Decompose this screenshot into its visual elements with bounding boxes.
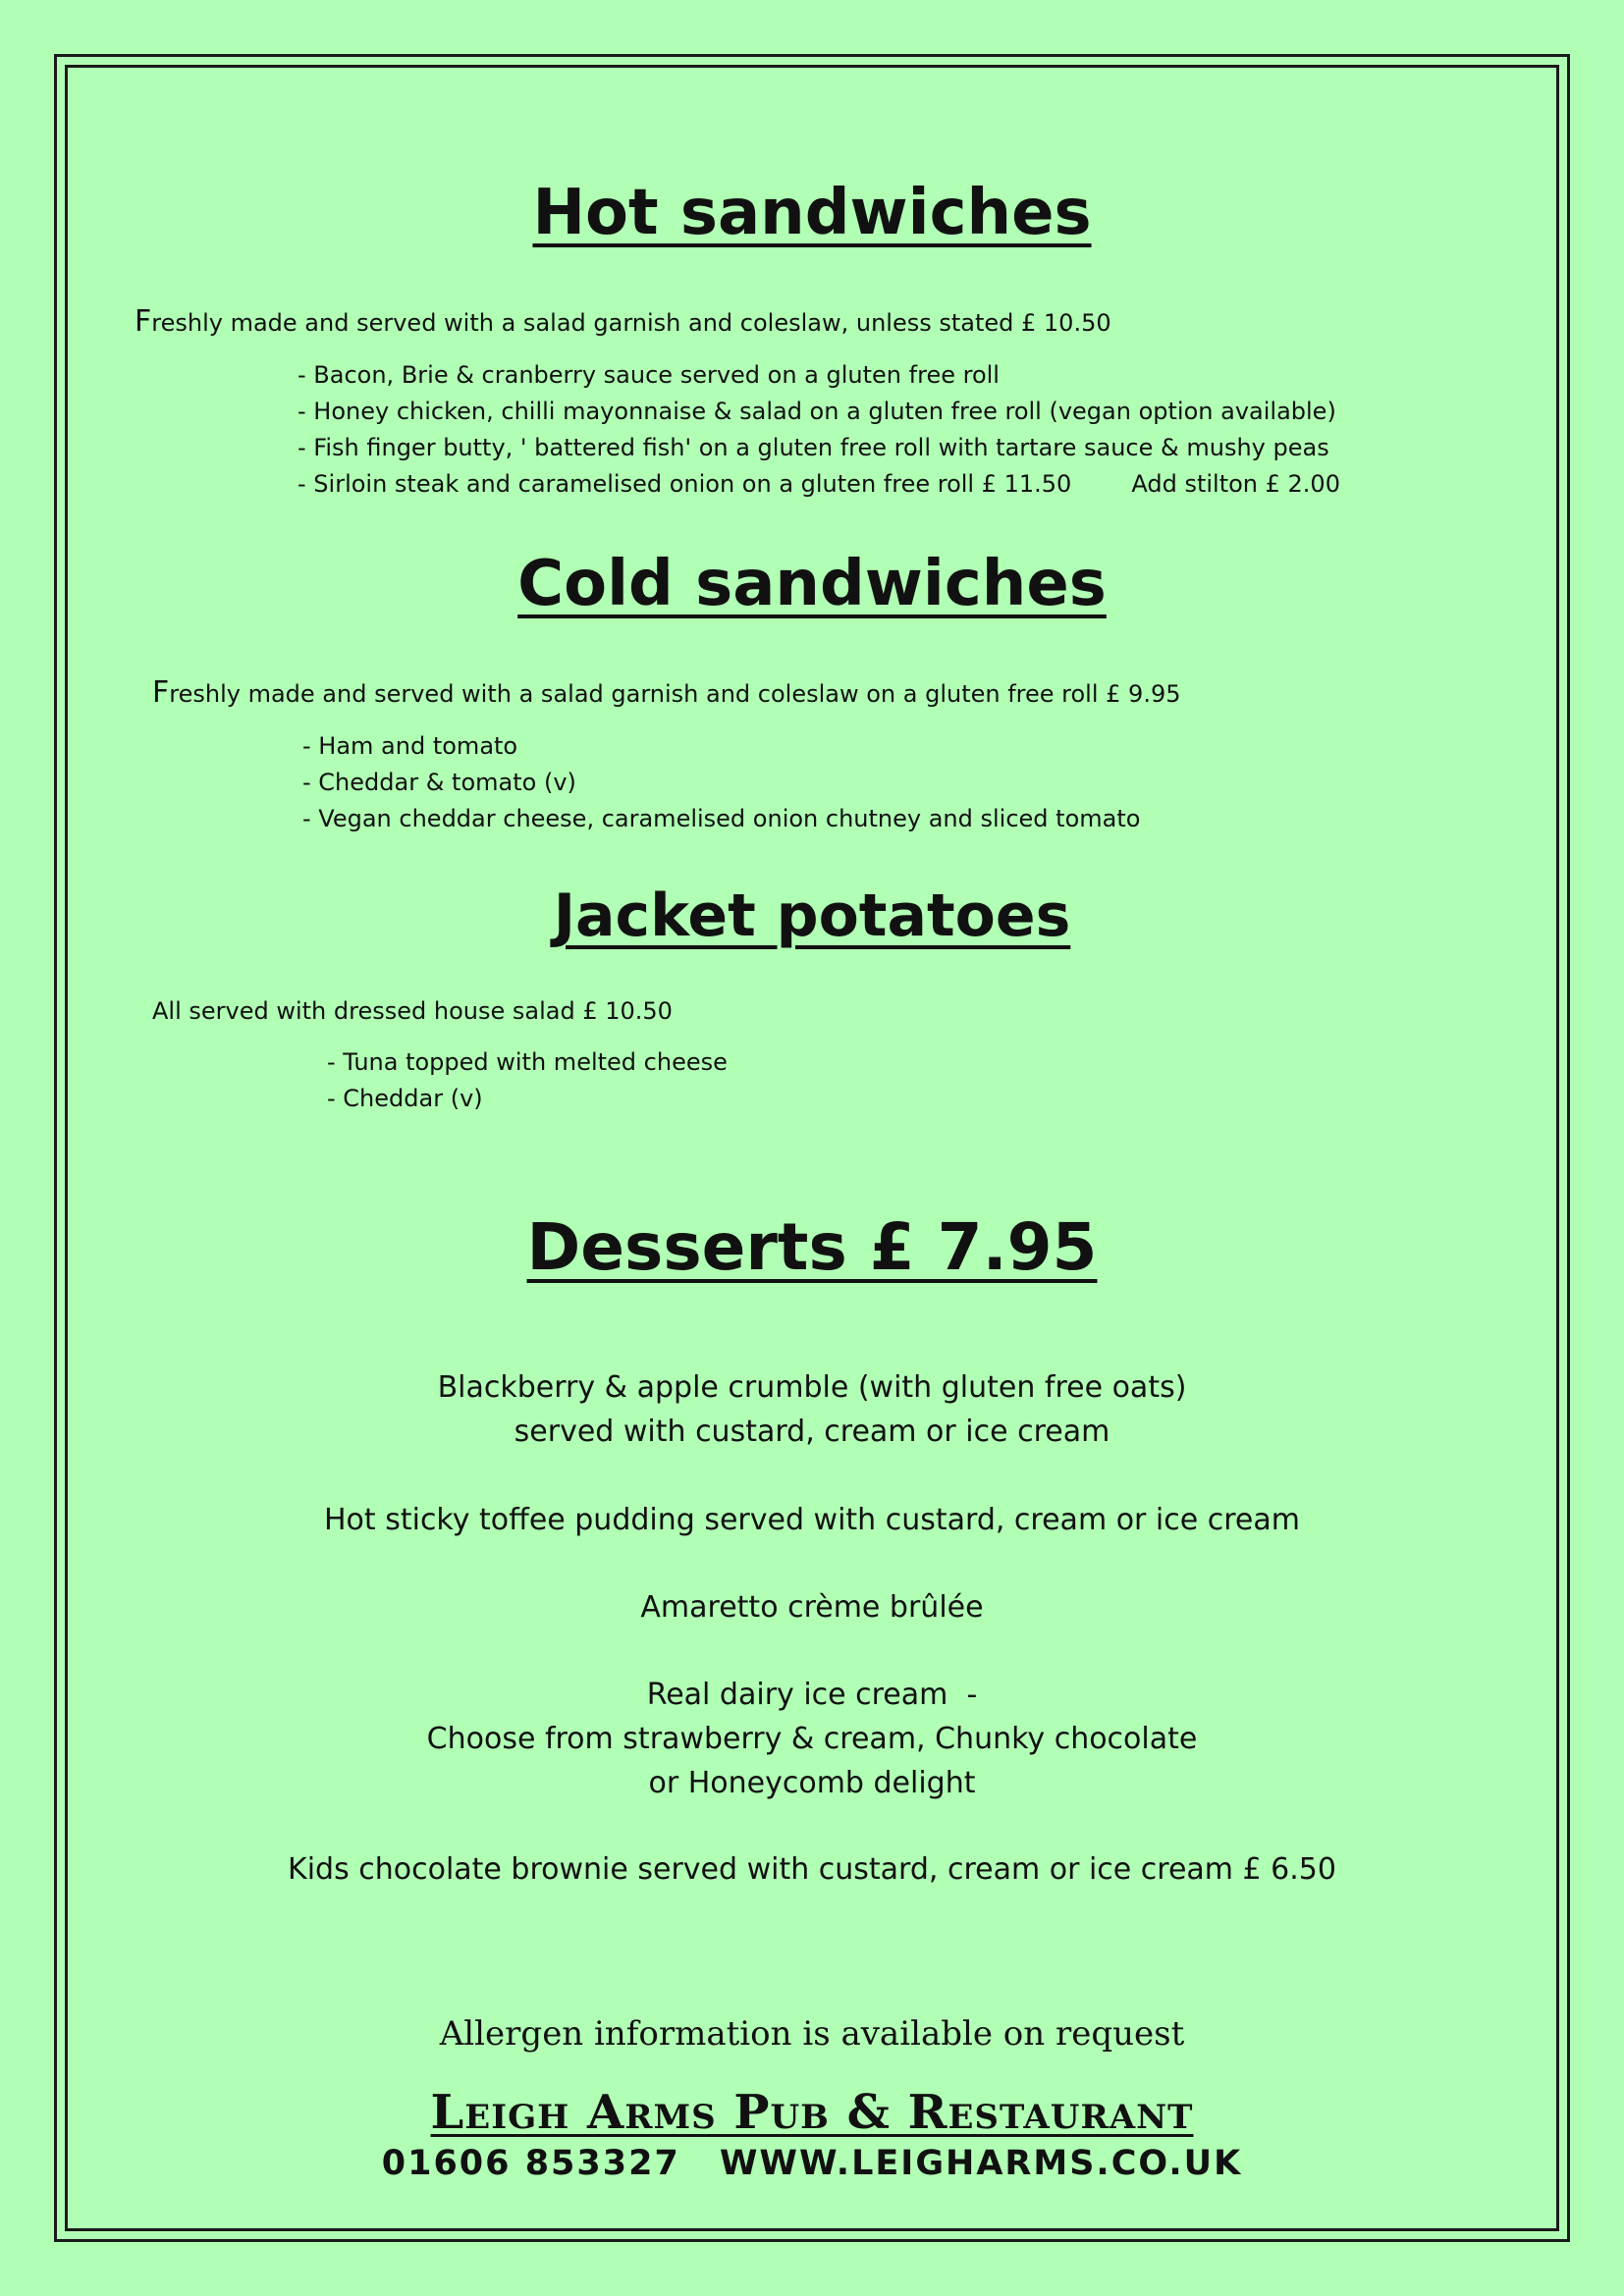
list-item: - Bacon, Brie & cranberry sauce served on a gluten free roll bbox=[298, 357, 1340, 394]
jacket-potatoes-heading: Jacket potatoes bbox=[553, 881, 1071, 950]
contact-line bbox=[0, 2144, 1624, 2183]
hot-sandwiches-list bbox=[298, 357, 1340, 503]
list-item: - Cheddar & tomato (v) bbox=[302, 765, 1140, 801]
dessert-line: served with custard, cream or ice cream bbox=[514, 1415, 1110, 1449]
list-item: - Tuna topped with melted cheese bbox=[327, 1044, 728, 1081]
dessert-crumble bbox=[0, 1365, 1624, 1454]
cold-sandwiches-list bbox=[302, 728, 1140, 837]
dessert-line: Choose from strawberry & cream, Chunky chocolate bbox=[426, 1722, 1198, 1756]
dessert-kids-brownie bbox=[0, 1847, 1624, 1892]
dessert-line: Hot sticky toffee pudding served with custard, cream or ice cream bbox=[324, 1503, 1300, 1537]
intro-text: reshly made and served with a salad garnish and coleslaw on a gluten free roll £ 9.95 bbox=[169, 680, 1181, 708]
intro-initial: F bbox=[135, 304, 152, 339]
dessert-creme-brulee bbox=[0, 1585, 1624, 1629]
list-item: - Cheddar (v) bbox=[327, 1081, 728, 1117]
list-item: - Vegan cheddar cheese, caramelised onion chutney and sliced tomato bbox=[302, 801, 1140, 837]
jacket-potatoes-intro: All served with dressed house salad £ 10.50 bbox=[152, 997, 673, 1025]
dessert-line: Kids chocolate brownie served with custard, cream or ice cream £ 6.50 bbox=[288, 1852, 1336, 1887]
dessert-ice-cream bbox=[0, 1673, 1624, 1805]
dessert-line: Amaretto crème brûlée bbox=[640, 1590, 984, 1625]
desserts-heading: Desserts £ 7.95 bbox=[526, 1209, 1098, 1285]
restaurant-name: Leigh Arms Pub & Restaurant bbox=[430, 2085, 1194, 2140]
hot-sandwiches-heading: Hot sandwiches bbox=[532, 177, 1092, 249]
website-link[interactable]: WWW.LEIGHARMS.CO.UK bbox=[719, 2144, 1243, 2183]
list-item: - Sirloin steak and caramelised onion on a gluten free roll £ 11.50 Add stilton £ 2.00 bbox=[298, 466, 1340, 503]
list-item: - Fish finger butty, ' battered fish' on a gluten free roll with tartare sauce & mushy peas bbox=[298, 430, 1340, 466]
dessert-line: or Honeycomb delight bbox=[648, 1766, 976, 1800]
dessert-toffee-pudding bbox=[0, 1498, 1624, 1542]
list-item: - Ham and tomato bbox=[302, 728, 1140, 765]
cold-sandwiches-intro bbox=[152, 675, 1180, 710]
allergen-notice: Allergen information is available on request bbox=[439, 2014, 1185, 2054]
intro-text: reshly made and served with a salad garnish and coleslaw, unless stated £ 10.50 bbox=[151, 309, 1111, 337]
intro-initial: F bbox=[152, 675, 170, 710]
phone-number: 01606 853327 bbox=[381, 2144, 680, 2183]
dessert-line: Real dairy ice cream - bbox=[646, 1678, 978, 1712]
dessert-line: Blackberry & apple crumble (with gluten free oats) bbox=[437, 1370, 1187, 1405]
cold-sandwiches-heading: Cold sandwiches bbox=[517, 548, 1107, 620]
hot-sandwiches-intro bbox=[135, 304, 1111, 339]
jacket-potatoes-list bbox=[327, 1044, 728, 1117]
list-item: - Honey chicken, chilli mayonnaise & salad on a gluten free roll (vegan option available) bbox=[298, 394, 1340, 430]
